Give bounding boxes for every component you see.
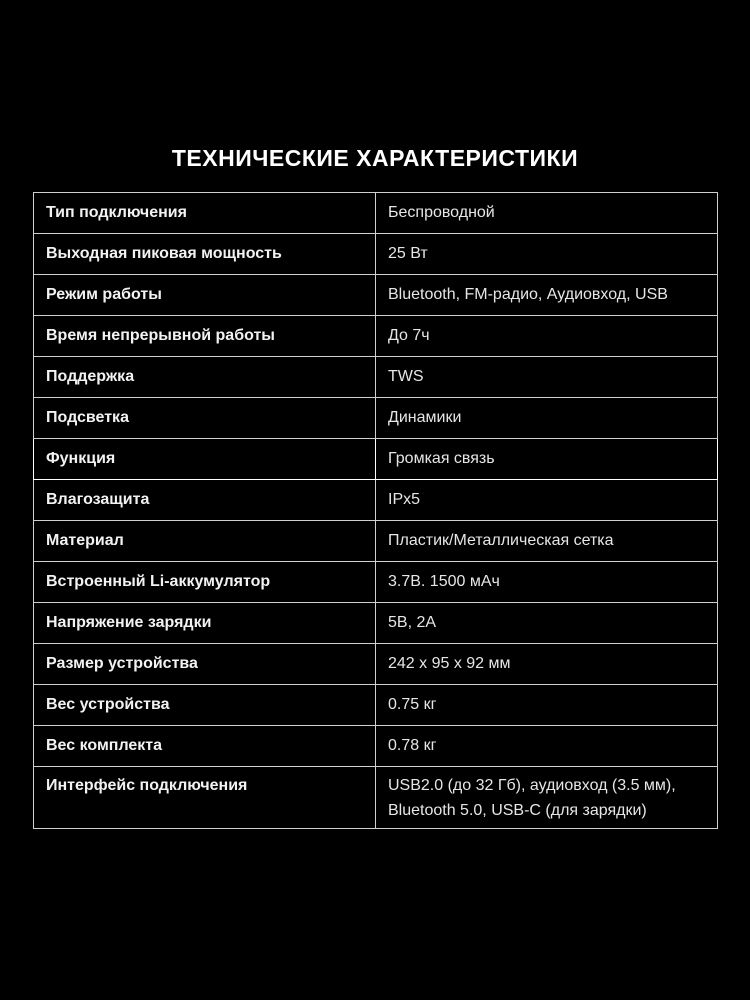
spec-name: Вес комплекта (34, 726, 376, 767)
table-row (34, 193, 718, 234)
spec-value: TWS (376, 357, 718, 398)
spec-name: Подсветка (34, 398, 376, 439)
spec-value: IPx5 (376, 480, 718, 521)
spec-name: Размер устройства (34, 644, 376, 685)
spec-name: Время непрерывной работы (34, 316, 376, 357)
table-row (34, 562, 718, 603)
spec-value: 0.75 кг (376, 685, 718, 726)
table-row (34, 316, 718, 357)
spec-name: Напряжение зарядки (34, 603, 376, 644)
spec-value (376, 767, 718, 829)
table-row (34, 603, 718, 644)
table-row (34, 644, 718, 685)
page-title: ТЕХНИЧЕСКИЕ ХАРАКТЕРИСТИКИ (171, 145, 579, 171)
spec-value: Bluetooth, FM-радио, Аудиовход, USB (376, 275, 718, 316)
table-row (34, 439, 718, 480)
spec-value: 5В, 2А (376, 603, 718, 644)
spec-name: Интерфейс подключения (34, 767, 376, 829)
spec-value: 0.78 кг (376, 726, 718, 767)
table-row (34, 234, 718, 275)
specs-table (33, 192, 718, 829)
table-row (34, 357, 718, 398)
spec-name: Тип подключения (34, 193, 376, 234)
table-row (34, 398, 718, 439)
spec-name: Выходная пиковая мощность (34, 234, 376, 275)
table-row (34, 275, 718, 316)
spec-name: Вес устройства (34, 685, 376, 726)
spec-value: 242 x 95 x 92 мм (376, 644, 718, 685)
spec-value: 3.7В. 1500 мАч (376, 562, 718, 603)
spec-name: Поддержка (34, 357, 376, 398)
spec-value-line: Bluetooth 5.0, USB-C (для зарядки) (388, 801, 647, 819)
table-row (34, 480, 718, 521)
table-row (34, 726, 718, 767)
spec-value: Пластик/Металлическая сетка (376, 521, 718, 562)
spec-value: До 7ч (376, 316, 718, 357)
spec-name: Режим работы (34, 275, 376, 316)
spec-value-line: USB2.0 (до 32 Гб), аудиовход (3.5 мм), (388, 776, 676, 794)
table-row (34, 685, 718, 726)
spec-name: Встроенный Li-аккумулятор (34, 562, 376, 603)
spec-name: Материал (34, 521, 376, 562)
spec-value: 25 Вт (376, 234, 718, 275)
spec-value: Беспроводной (376, 193, 718, 234)
table-row (34, 767, 718, 829)
table-row (34, 521, 718, 562)
spec-name: Влагозащита (34, 480, 376, 521)
spec-value: Динамики (376, 398, 718, 439)
spec-value: Громкая связь (376, 439, 718, 480)
spec-name: Функция (34, 439, 376, 480)
